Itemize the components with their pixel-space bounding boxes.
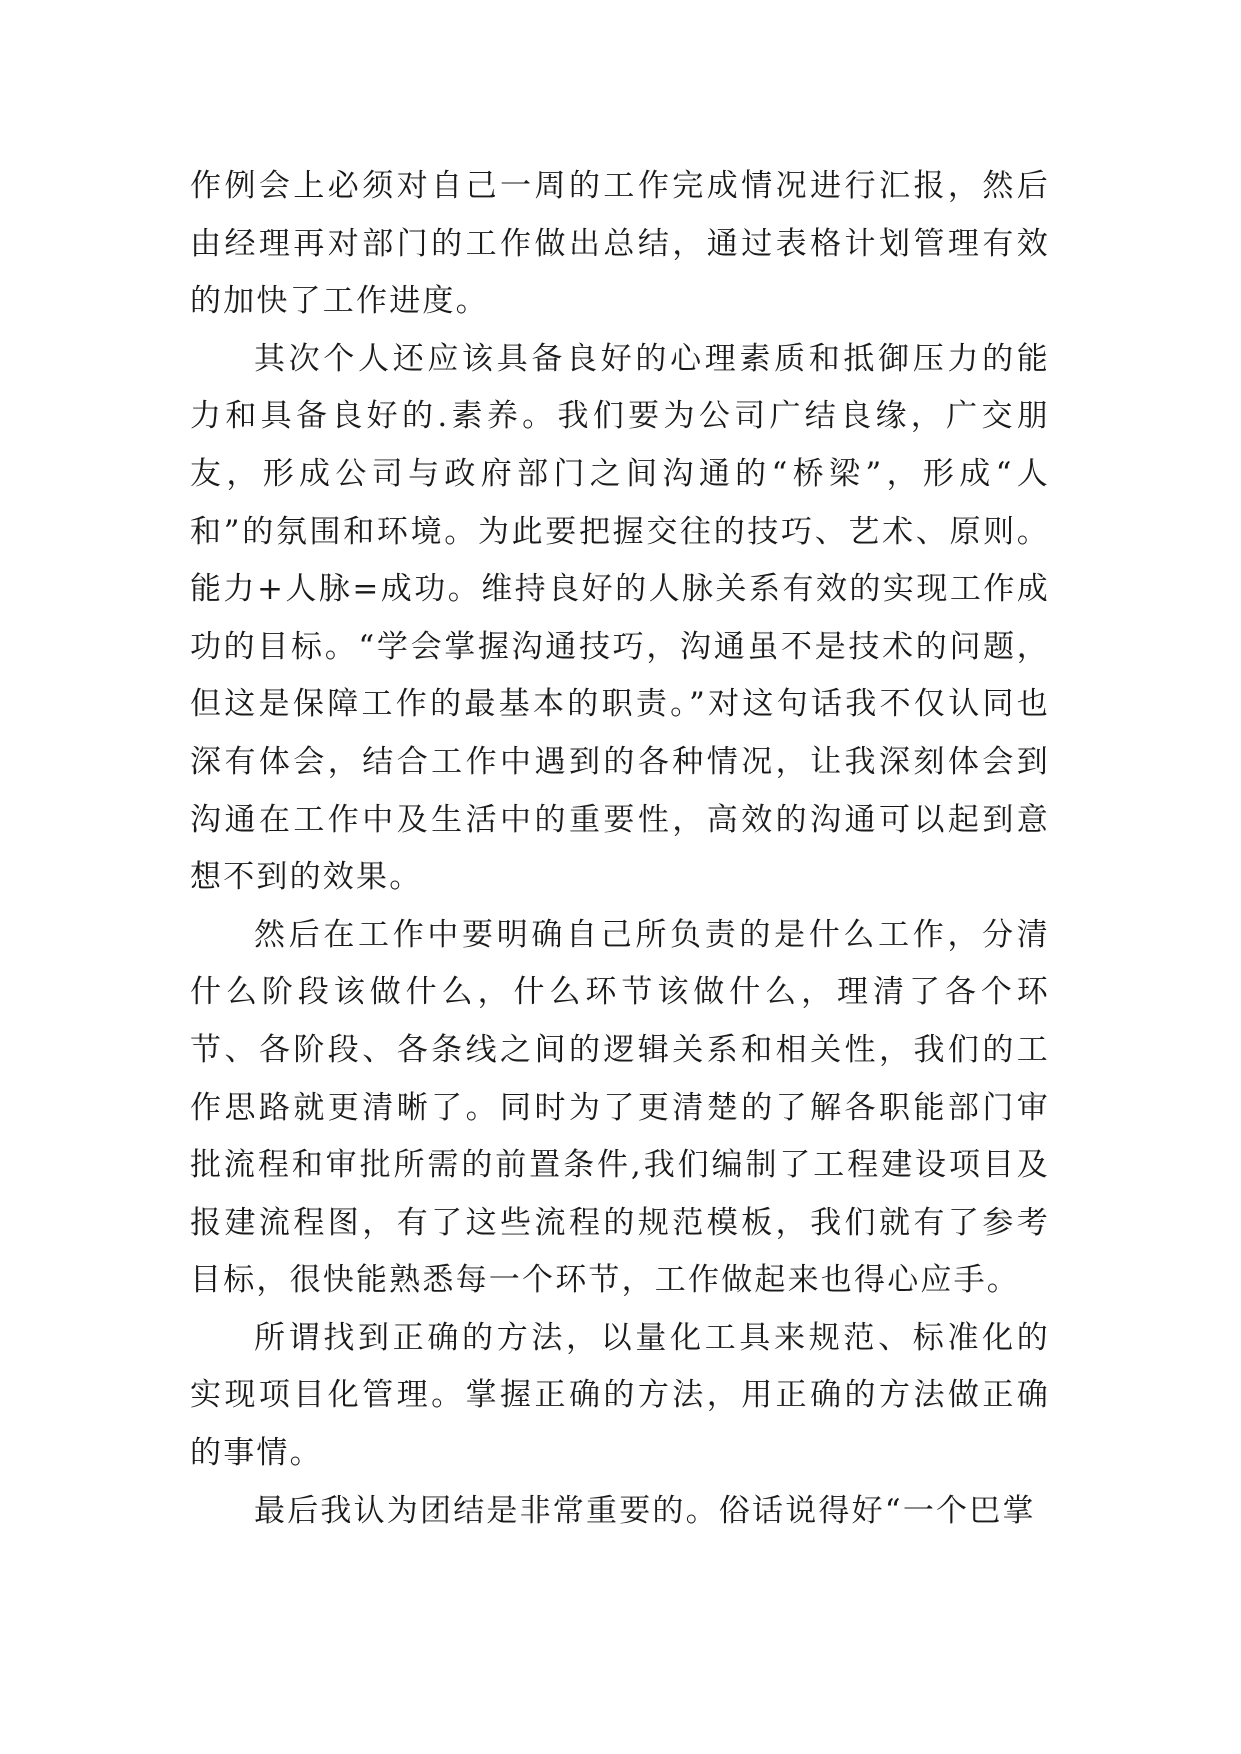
paragraph-1: 作例会上必须对自己一周的工作完成情况进行汇报，然后由经理再对部门的工作做出总结，通过表格计划管理有效的加快了工作进度。 [190, 168, 1050, 320]
paragraph-4: 所谓找到正确的方法，以量化工具来规范、标准化的实现项目化管理。掌握正确的方法，用正确的方法做正确的事情。 [190, 1319, 1050, 1472]
paragraph-3: 然后在工作中要明确自己所负责的是什么工作，分清什么阶段该做什么，什么环节该做什么，理清了各个环节、各阶段、各条线之间的逻辑关系和相关性，我们的工作思路就更清晰了。同时为了更清楚的了解各职能部门审批流程和审批所需的前置条件,我们编制了工程建设项目及报建流程图，有了这些流程的规范模板，我们就有了参考目标，很快能熟悉每一个环节，工作做起来也得心应手。 [190, 916, 1050, 1299]
paragraph-2: 其次个人还应该具备良好的心理素质和抵御压力的能力和具备良好的.素养。我们要为公司广结良缘，广交朋友，形成公司与政府部门之间沟通的“桥梁”，形成“人和”的氛围和环境。为此要把握交往的技巧、艺术、原则。能力+人脉=成功。维持良好的人脉关系有效的实现工作成功的目标。“学会掌握沟通技巧，沟通虽不是技术的问题，但这是保障工作的最基本的职责。”对这句话我不仅认同也深有体会，结合工作中遇到的各种情况，让我深刻体会到沟通在工作中及生活中的重要性，高效的沟通可以起到意想不到的效果。 [190, 340, 1050, 896]
paragraph-5: 最后我认为团结是非常重要的。俗话说得好“一个巴掌 [254, 1492, 1036, 1529]
document-body [190, 158, 1050, 1540]
